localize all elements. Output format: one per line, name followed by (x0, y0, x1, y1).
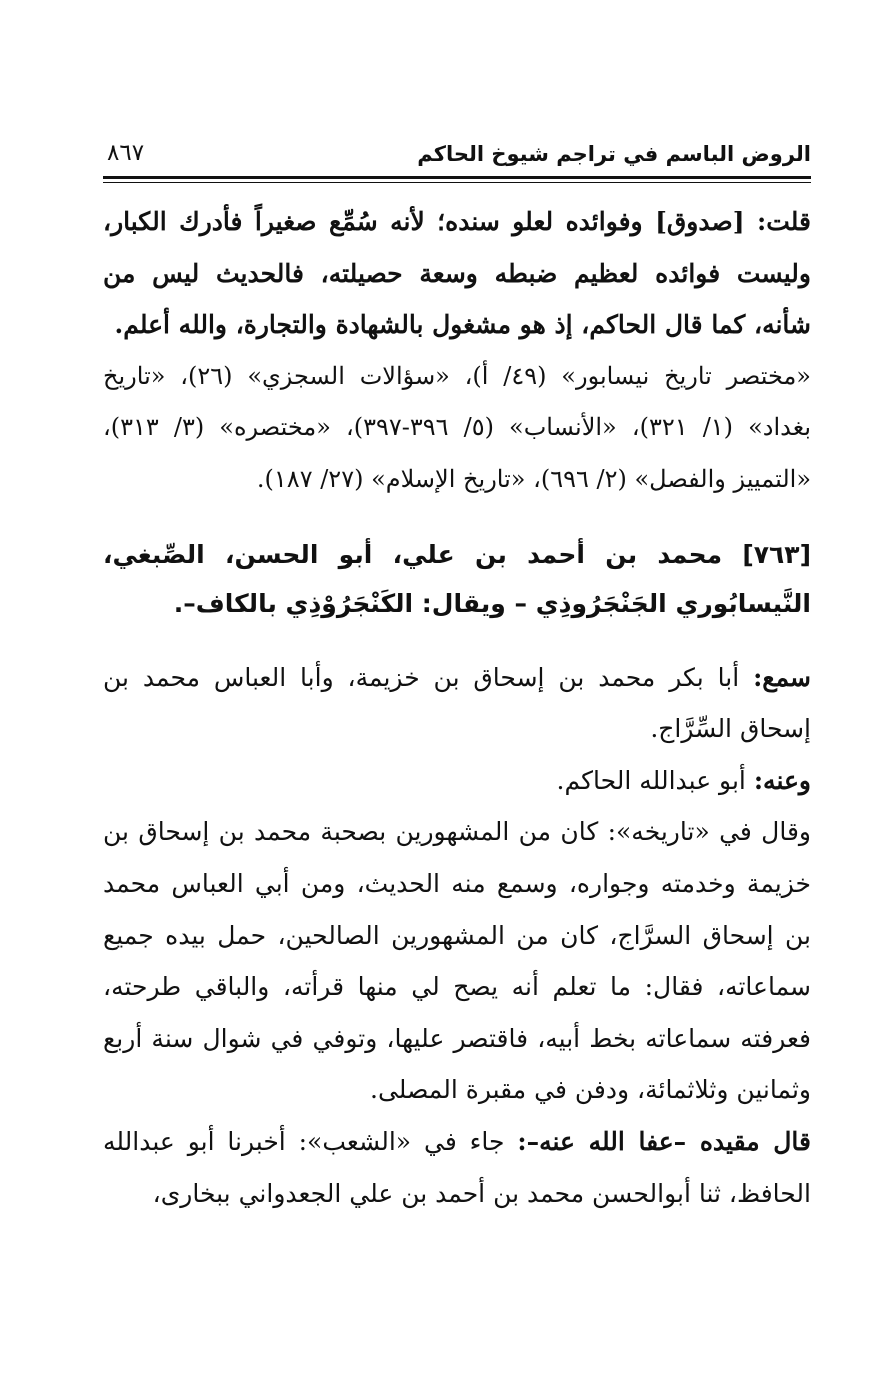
page-header (103, 138, 811, 174)
heard-from-paragraph (103, 652, 811, 755)
biography-entry-heading: [٧٦٣] محمد بن أحمد بن علي، أبو الحسن، الصِّبغي، النَّيسابُوري الجَنْجَرُوذِي – ويقال: الكَنْجَرُوْذِي بالكاف–. (103, 539, 811, 618)
narrated-by-paragraph (103, 755, 811, 807)
from-text: أبو عبدالله الحاكم. (556, 765, 746, 795)
author-text: جاء في «الشعب»: أخبرنا أبو عبدالله الحافظ، ثنا أبوالحسن محمد بن أحمد بن علي الجعدواني ببخارى، (103, 1126, 811, 1208)
author-label: قال مقيده –عفا الله عنه–: (517, 1126, 811, 1156)
header-rule-thick (103, 176, 811, 179)
author-note-paragraph (103, 1116, 811, 1219)
page-body (103, 196, 811, 1219)
running-title: الروض الباسم في تراجم شيوخ الحاكم (417, 142, 811, 166)
history-paragraph: وقال في «تاريخه»: كان من المشهورين بصحبة محمد بن إسحاق بن خزيمة وخدمته وجواره، وسمع منه الحديث، ومن أبي العباس محمد بن إسحاق السرَّاج، كان من المشهورين الصالحين، حمل بيده جميع سماعاته، فقال: ما تعلم أنه يصح لي منها قرأته، والباقي طرحته، فعرفته سماعاته بخط أبيه، فاقتصر عليها، وتوفي في شوال سنة أربع وثمانين وثلاثمائة، ودفن في مقبرة المصلى. (103, 817, 811, 1105)
heard-text: أبا بكر محمد بن إسحاق بن خزيمة، وأبا العباس محمد بن إسحاق السِّرَّاج. (103, 662, 811, 744)
commentary-paragraph: قلت: [صدوق] وفوائده لعلو سنده؛ لأنه سُمِّع صغيراً فأدرك الكبار، وليست فوائده لعظيم ضبطه وسعة حصيلته، فالحديث ليس من شأنه، كما قال الحاكم، إذ هو مشغول بالشهادة والتجارة، والله أعلم. (103, 207, 811, 340)
heard-label: سمع: (753, 662, 811, 692)
entry-spacer (103, 628, 811, 652)
sources-paragraph: «مختصر تاريخ نيسابور» (٤٩/ أ)، «سؤالات السجزي» (٢٦)، «تاريخ بغداد» (١/ ٣٢١)، «الأنساب» (٥/ ٣٩٦-٣٩٧)، «مختصره» (٣/ ٣١٣)، «التمييز والفصل» (٢/ ٦٩٦)، «تاريخ الإسلام» (٢٧/ ١٨٧). (103, 361, 812, 493)
header-rule-thin (103, 182, 811, 183)
page-number: ٨٦٧ (107, 140, 145, 166)
from-label: وعنه: (753, 765, 811, 795)
entry-spacer (103, 506, 811, 530)
